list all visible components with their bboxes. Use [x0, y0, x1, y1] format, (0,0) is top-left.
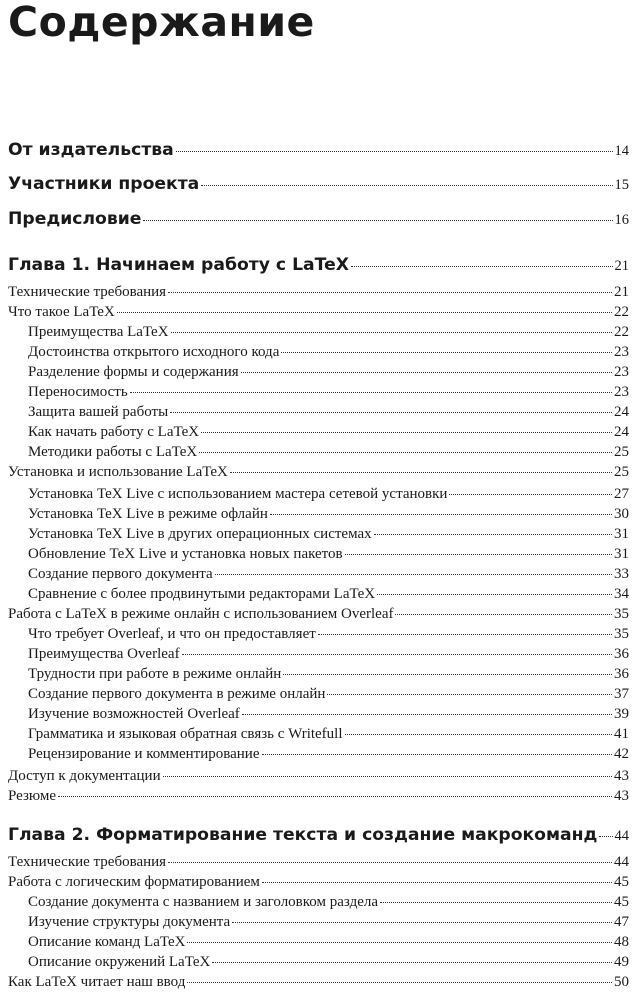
toc-entry[interactable] — [8, 526, 629, 546]
toc-entry-title: Участники проекта — [8, 174, 200, 194]
toc-entry-title: Глава 1. Начинаем работу с LaTeX — [8, 255, 349, 275]
dot-leader — [168, 862, 612, 863]
dot-leader — [201, 432, 612, 433]
toc-entry[interactable] — [8, 546, 629, 566]
toc-entry-title: Грамматика и языковая обратная связь с Writefull — [28, 726, 343, 742]
dot-leader — [283, 674, 612, 675]
dot-leader — [176, 151, 613, 152]
toc-entry-title: Создание первого документа — [28, 566, 213, 582]
toc-entry[interactable] — [8, 364, 629, 384]
dot-leader — [117, 312, 612, 313]
toc-entry[interactable] — [8, 768, 629, 788]
toc-entry-page-number: 16 — [614, 212, 629, 228]
dot-leader — [262, 754, 613, 755]
toc-entry[interactable] — [8, 566, 629, 586]
toc-entry-page-number: 49 — [614, 954, 629, 970]
toc-entry[interactable] — [8, 666, 629, 686]
toc-entry-title: Обновление TeX Live и установка новых пакетов — [28, 546, 343, 562]
toc-entry-title: Что такое LaTeX — [8, 304, 115, 320]
toc-entry-title: Рецензирование и комментирование — [28, 746, 260, 762]
toc-entry-page-number: 36 — [614, 666, 629, 682]
toc-entry[interactable] — [8, 706, 629, 726]
toc-entry[interactable] — [8, 626, 629, 646]
toc-entry[interactable] — [8, 464, 629, 484]
toc-entry-title: Изучение возможностей Overleaf — [28, 706, 240, 722]
toc-entry-title: Предисловие — [8, 209, 142, 229]
toc-entry[interactable] — [8, 174, 629, 198]
dot-leader — [242, 714, 612, 715]
toc-entry[interactable] — [8, 424, 629, 444]
toc-entry[interactable] — [8, 506, 629, 526]
toc-entry-title: Резюме — [8, 788, 57, 804]
toc-entry-page-number: 33 — [614, 566, 629, 582]
dot-leader — [215, 574, 612, 575]
toc-entry-title: Методики работы с LaTeX — [28, 444, 198, 460]
toc-entry-page-number: 21 — [614, 258, 629, 274]
toc-entry-page-number: 45 — [614, 894, 629, 910]
toc-entry[interactable] — [8, 606, 629, 626]
dot-leader — [395, 614, 612, 615]
toc-entry-title: Установка TeX Live в режиме офлайн — [28, 506, 268, 522]
toc-entry[interactable] — [8, 746, 629, 766]
toc-entry-page-number: 44 — [614, 828, 629, 844]
toc-entry[interactable] — [8, 444, 629, 464]
toc-entry[interactable] — [8, 934, 629, 954]
toc-entry[interactable] — [8, 486, 629, 506]
dot-leader — [374, 534, 612, 535]
toc-entry[interactable] — [8, 284, 629, 304]
toc-entry[interactable] — [8, 304, 629, 324]
toc-entry-page-number: 43 — [614, 768, 629, 784]
dot-leader — [380, 902, 612, 903]
toc-entry-page-number: 36 — [614, 646, 629, 662]
toc-entry[interactable] — [8, 954, 629, 974]
toc-entry-title: Создание первого документа в режиме онлайн — [28, 686, 326, 702]
toc-entry-page-number: 22 — [614, 324, 629, 340]
dot-leader — [230, 472, 612, 473]
dot-leader — [187, 982, 612, 983]
dot-leader — [201, 185, 612, 186]
toc-entry-page-number: 31 — [614, 526, 629, 542]
dot-leader — [345, 734, 612, 735]
dot-leader — [281, 352, 612, 353]
toc-entry-page-number: 14 — [614, 143, 629, 159]
toc-entry[interactable] — [8, 646, 629, 666]
toc-entry-page-number: 25 — [614, 464, 629, 480]
dot-leader — [130, 392, 612, 393]
dot-leader — [171, 332, 612, 333]
toc-entry[interactable] — [8, 384, 629, 404]
dot-leader — [182, 654, 612, 655]
dot-leader — [187, 942, 612, 943]
toc-entry[interactable] — [8, 404, 629, 424]
dot-leader — [599, 836, 612, 837]
toc-entry-title: Установка и использование LaTeX — [8, 464, 228, 480]
toc-entry-title: Переносимость — [28, 384, 128, 400]
dot-leader — [199, 452, 612, 453]
toc-entry-title: Описание окружений LaTeX — [28, 954, 211, 970]
toc-entry[interactable] — [8, 825, 629, 849]
toc-entry-title: Установка TeX Live с использованием мастера сетевой установки — [28, 486, 448, 502]
toc-entry-title: Достоинства открытого исходного кода — [28, 344, 280, 360]
toc-entry-title: Доступ к документации — [8, 768, 161, 784]
dot-leader — [449, 494, 612, 495]
dot-leader — [163, 776, 612, 777]
toc-entry[interactable] — [8, 140, 629, 164]
toc-entry-page-number: 45 — [614, 874, 629, 890]
toc-entry[interactable] — [8, 726, 629, 746]
toc-entry-title: Установка TeX Live в других операционных системах — [28, 526, 372, 542]
toc-entry-page-number: 24 — [614, 424, 629, 440]
toc-entry[interactable] — [8, 874, 629, 894]
toc-entry-page-number: 22 — [614, 304, 629, 320]
toc-entry-title: Работа с логическим форматированием — [8, 874, 260, 890]
toc-entry[interactable] — [8, 255, 629, 279]
toc-entry-page-number: 23 — [614, 384, 629, 400]
page-title: Содержание — [8, 0, 315, 46]
toc-entry-title: Работа с LaTeX в режиме онлайн с использованием Overleaf — [8, 606, 394, 622]
toc-entry-title: Описание команд LaTeX — [28, 934, 186, 950]
toc-entry-page-number: 50 — [614, 974, 629, 990]
toc-entry-title: Технические требования — [8, 854, 167, 870]
toc-entry-title: Разделение формы и содержания — [28, 364, 239, 380]
dot-leader — [212, 962, 612, 963]
toc-entry-title: Преимущества Overleaf — [28, 646, 180, 662]
toc-entry-title: Создание документа с названием и заголовком раздела — [28, 894, 378, 910]
toc-entry-page-number: 37 — [614, 686, 629, 702]
toc-entry-page-number: 21 — [614, 284, 629, 300]
toc-entry-title: Как LaTeX читает наш ввод — [8, 974, 186, 990]
toc-entry-page-number: 31 — [614, 546, 629, 562]
toc-entry-title: Преимущества LaTeX — [28, 324, 169, 340]
dot-leader — [377, 594, 612, 595]
toc-entry-page-number: 34 — [614, 586, 629, 602]
dot-leader — [351, 266, 613, 267]
dot-leader — [270, 514, 612, 515]
toc-entry[interactable] — [8, 854, 629, 874]
toc-entry-title: Защита вашей работы — [28, 404, 169, 420]
toc-entry-page-number: 43 — [614, 788, 629, 804]
toc-entry[interactable] — [8, 914, 629, 934]
toc-entry-title: Глава 2. Форматирование текста и создание макрокоманд — [8, 825, 598, 845]
toc-entry-title: Трудности при работе в режиме онлайн — [28, 666, 282, 682]
dot-leader — [170, 412, 612, 413]
dot-leader — [327, 694, 612, 695]
dot-leader — [241, 372, 612, 373]
toc-entry-page-number: 41 — [614, 726, 629, 742]
toc-entry-title: Что требует Overleaf, и что он предоставляет — [28, 626, 316, 642]
toc-entry-page-number: 39 — [614, 706, 629, 722]
toc-entry-page-number: 47 — [614, 914, 629, 930]
toc-entry-title: Как начать работу с LaTeX — [28, 424, 200, 440]
toc-entry[interactable] — [8, 788, 629, 808]
dot-leader — [58, 796, 612, 797]
dot-leader — [318, 634, 612, 635]
toc-entry-page-number: 44 — [614, 854, 629, 870]
toc-entry-page-number: 42 — [614, 746, 629, 762]
dot-leader — [262, 882, 612, 883]
toc-entry-title: Изучение структуры документа — [28, 914, 231, 930]
toc-entry-page-number: 24 — [614, 404, 629, 420]
toc-entry-title: Технические требования — [8, 284, 167, 300]
dot-leader — [168, 292, 612, 293]
toc-entry-page-number: 25 — [614, 444, 629, 460]
dot-leader — [345, 554, 612, 555]
toc-entry-page-number: 15 — [614, 177, 629, 193]
toc-entry[interactable] — [8, 586, 629, 606]
toc-entry-page-number: 23 — [614, 364, 629, 380]
toc-entry[interactable] — [8, 344, 629, 364]
toc-entry-title: Сравнение с более продвинутыми редакторами LaTeX — [28, 586, 376, 602]
toc-entry-page-number: 35 — [614, 606, 629, 622]
dot-leader — [143, 220, 612, 221]
toc-entry[interactable] — [8, 894, 629, 914]
table-of-contents — [8, 0, 629, 1000]
toc-entry[interactable] — [8, 209, 629, 233]
toc-entry[interactable] — [8, 324, 629, 344]
toc-entry[interactable] — [8, 686, 629, 706]
dot-leader — [232, 922, 612, 923]
toc-entry-page-number: 27 — [614, 486, 629, 502]
toc-entry-title: От издательства — [8, 140, 174, 160]
toc-entry-page-number: 30 — [614, 506, 629, 522]
toc-entry-page-number: 48 — [614, 934, 629, 950]
toc-entry-page-number: 35 — [614, 626, 629, 642]
toc-entry-page-number: 23 — [614, 344, 629, 360]
toc-entry[interactable] — [8, 974, 629, 994]
